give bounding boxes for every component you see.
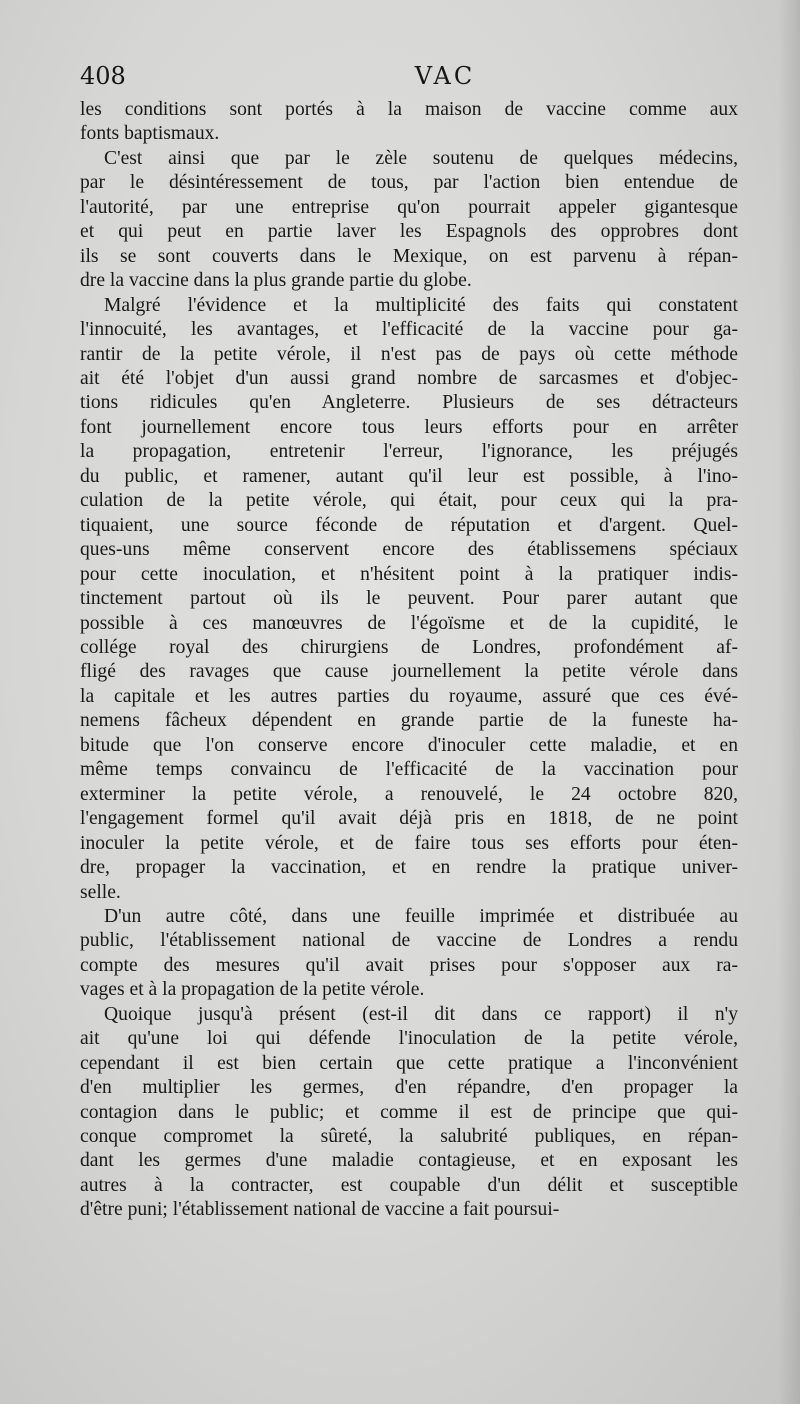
- text-line: Malgré l'évidence et la multiplicité des faits qui constatent: [104, 294, 738, 316]
- text-line: l'autorité, par une entreprise qu'on pourrait appeler gigantesque: [80, 196, 738, 218]
- text-line: font journellement encore tous leurs efforts pour en arrêter: [80, 416, 738, 438]
- text-line: public, l'établissement national de vaccine de Londres a rendu: [80, 930, 738, 952]
- text-line: la propagation, entretenir l'erreur, l'ignorance, les préjugés: [80, 441, 738, 463]
- page-edge-shadow: [778, 0, 800, 1404]
- text-line: la capitale et les autres parties du royaume, assuré que ces évé-: [80, 685, 738, 707]
- text-line: Quoique jusqu'à présent (est-il dit dans ce rapport) il n'y: [104, 1003, 738, 1025]
- text-line: rantir de la petite vérole, il n'est pas de pays où cette méthode: [80, 343, 738, 365]
- text-line: tions ridicules qu'en Angleterre. Plusieurs de ses détracteurs: [80, 392, 738, 414]
- text-line: ques-uns même conservent encore des établissemens spéciaux: [80, 539, 738, 561]
- text-line: d'être puni; l'établissement national de vaccine a fait poursui-: [80, 1199, 560, 1221]
- body-text: [80, 98, 738, 1223]
- text-line: tiquaient, une source féconde de réputation et d'argent. Quel-: [80, 514, 738, 536]
- text-line: pour cette inoculation, et n'hésitent point à la pratiquer indis-: [80, 563, 738, 585]
- text-line: D'un autre côté, dans une feuille imprimée et distribuée au: [104, 905, 738, 927]
- page-header: [80, 62, 738, 98]
- text-line: dre, propager la vaccination, et en rendre la pratique univer-: [80, 857, 738, 879]
- text-line: l'innocuité, les avantages, et l'efficacité de la vaccine pour ga-: [80, 319, 738, 341]
- paragraph: [80, 147, 738, 294]
- text-line: possible à ces manœuvres de l'égoïsme et de la cupidité, le: [80, 612, 738, 634]
- text-line: vages et à la propagation de la petite vérole.: [80, 979, 425, 1001]
- text-line: nemens fâcheux dépendent en grande partie de la funeste ha-: [80, 710, 738, 732]
- text-line: dant les germes d'une maladie contagieuse, et en exposant les: [80, 1150, 738, 1172]
- text-line: contagion dans le public; et comme il est de principe que qui-: [80, 1101, 738, 1123]
- text-line: ait été l'objet d'un aussi grand nombre de sarcasmes et d'objec-: [80, 367, 738, 389]
- text-line: C'est ainsi que par le zèle soutenu de quelques médecins,: [104, 147, 738, 169]
- page-number: 408: [80, 62, 126, 90]
- text-line: tinctement partout où ils le peuvent. Pour parer autant que: [80, 588, 738, 610]
- text-line: collége royal des chirurgiens de Londres, profondément af-: [80, 636, 738, 658]
- text-line: fonts baptismaux.: [80, 123, 220, 145]
- text-line: d'en multiplier les germes, d'en répandre, d'en propager la: [80, 1077, 738, 1099]
- text-line: culation de la petite vérole, qui était, pour ceux qui la pra-: [80, 490, 738, 512]
- text-line: selle.: [80, 881, 121, 903]
- paragraph: [80, 1003, 738, 1223]
- running-head: VAC: [414, 62, 476, 90]
- text-line: ils se sont couverts dans le Mexique, on est parvenu à répan-: [80, 245, 738, 267]
- text-line: l'engagement formel qu'il avait déjà pris en 1818, de ne point: [80, 808, 738, 830]
- text-line: inoculer la petite vérole, et de faire tous ses efforts pour éten-: [80, 832, 738, 854]
- text-line: bitude que l'on conserve encore d'inoculer cette maladie, et en: [80, 734, 738, 756]
- text-line: fligé des ravages que cause journellement la petite vérole dans: [80, 661, 738, 683]
- paragraph: [80, 98, 738, 147]
- paragraph: [80, 294, 738, 905]
- text-line: exterminer la petite vérole, a renouvelé, le 24 octobre 820,: [80, 783, 738, 805]
- text-line: compte des mesures qu'il avait prises pour s'opposer aux ra-: [80, 954, 738, 976]
- text-line: dre la vaccine dans la plus grande partie du globe.: [80, 270, 472, 292]
- text-line: et qui peut en partie laver les Espagnols des opprobres dont: [80, 221, 738, 243]
- text-line: les conditions sont portés à la maison de vaccine comme aux: [80, 99, 738, 120]
- text-line: ait qu'une loi qui défende l'inoculation de la petite vérole,: [80, 1028, 738, 1050]
- text-line: même temps convaincu de l'efficacité de la vaccination pour: [80, 759, 738, 781]
- text-line: autres à la contracter, est coupable d'un délit et susceptible: [80, 1174, 738, 1196]
- paragraph: [80, 905, 738, 1003]
- text-line: du public, et ramener, autant qu'il leur est possible, à l'ino-: [80, 465, 738, 487]
- text-line: cependant il est bien certain que cette pratique a l'inconvénient: [80, 1052, 738, 1074]
- text-line: par le désintéressement de tous, par l'action bien entendue de: [80, 172, 738, 194]
- text-line: conque compromet la sûreté, la salubrité publiques, en répan-: [80, 1126, 738, 1148]
